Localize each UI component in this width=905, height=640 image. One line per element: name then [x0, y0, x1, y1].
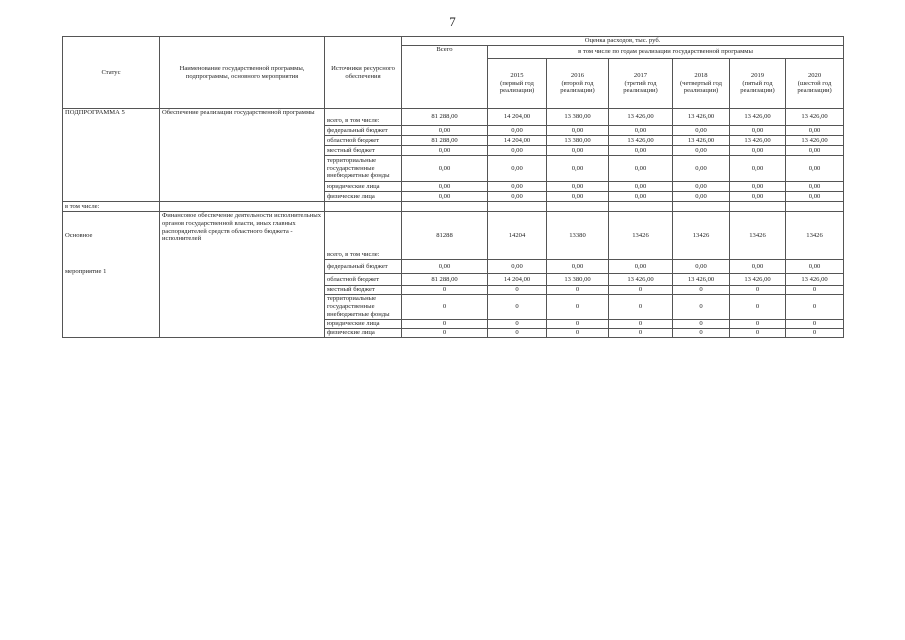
value-cell: 13 426,00: [609, 136, 673, 146]
value-cell: 0,00: [730, 156, 786, 182]
value-cell: 0: [730, 329, 786, 338]
value-cell: 14 204,00: [488, 109, 547, 126]
value-cell: 0: [609, 329, 673, 338]
value-cell: 13 426,00: [786, 274, 844, 286]
source-label: областной бюджет: [325, 274, 402, 286]
value-cell: 14 204,00: [488, 136, 547, 146]
value-cell: 0: [488, 286, 547, 295]
value-cell: 0: [402, 295, 488, 320]
value-cell: 0,00: [402, 192, 488, 202]
value-cell: 0,00: [609, 260, 673, 274]
source-label: территориальные государственные внебюджетные фонды: [325, 295, 402, 320]
value-cell: 0,00: [730, 146, 786, 156]
value-cell: 13426: [673, 212, 730, 260]
value-cell: 13 426,00: [786, 109, 844, 126]
source-label: физические лица: [325, 192, 402, 202]
value-cell: 13 380,00: [547, 274, 609, 286]
value-cell: 0,00: [547, 260, 609, 274]
value-cell: 13 426,00: [609, 109, 673, 126]
header-sources: Источники ресурсного обеспечения: [325, 37, 402, 109]
value-cell: 0,00: [673, 146, 730, 156]
header-year-2015: 2015 (первый год реализации): [488, 59, 547, 109]
value-cell: 0,00: [786, 146, 844, 156]
source-label: всего, в том числе:: [325, 212, 402, 260]
page-number: 7: [449, 14, 456, 29]
header-year-2018: 2018 (четвертый год реализации): [673, 59, 730, 109]
value-cell: 0,00: [786, 156, 844, 182]
value-cell: 81288: [402, 212, 488, 260]
header-name: Наименование государственной программы, подпрограммы, основного мероприятия: [160, 37, 325, 109]
value-cell: 0,00: [547, 146, 609, 156]
value-cell: 0: [786, 295, 844, 320]
value-cell: 0,00: [730, 126, 786, 136]
value-cell: 13426: [730, 212, 786, 260]
source-label: местный бюджет: [325, 286, 402, 295]
value-cell: 0: [547, 329, 609, 338]
block1-name: Обеспечение реализации государственной программы: [160, 109, 325, 202]
block2-name: Финансовое обеспечение деятельности исполнительных органов государственной власти, иных главных распорядителей средств областного бюджета - исполнителей: [160, 212, 325, 338]
value-cell: 0: [488, 320, 547, 329]
value-cell: 0: [402, 329, 488, 338]
value-cell: 0,00: [488, 126, 547, 136]
value-cell: 0,00: [786, 126, 844, 136]
value-cell: 13 380,00: [547, 136, 609, 146]
value-cell: 0,00: [786, 182, 844, 192]
value-cell: 0: [547, 320, 609, 329]
value-cell: 0,00: [609, 126, 673, 136]
value-cell: 0,00: [609, 192, 673, 202]
value-cell: 0,00: [547, 126, 609, 136]
value-cell: 13 426,00: [730, 136, 786, 146]
value-cell: 0,00: [402, 260, 488, 274]
value-cell: 0: [786, 329, 844, 338]
value-cell: 0: [673, 320, 730, 329]
value-cell: 0,00: [609, 156, 673, 182]
value-cell: 13 426,00: [730, 109, 786, 126]
value-cell: 0,00: [547, 192, 609, 202]
table-row: [63, 212, 844, 260]
value-cell: 0: [609, 320, 673, 329]
value-cell: 0: [609, 295, 673, 320]
value-cell: 0: [609, 286, 673, 295]
value-cell: 0: [673, 286, 730, 295]
value-cell: 0: [730, 286, 786, 295]
value-cell: 0,00: [673, 126, 730, 136]
budget-table: [62, 36, 844, 338]
value-cell: 0,00: [547, 182, 609, 192]
block1-status: ПОДПРОГРАММА 5: [63, 109, 160, 202]
value-cell: 81 288,00: [402, 109, 488, 126]
value-cell: 14204: [488, 212, 547, 260]
header-estimate: Оценка расходов, тыс. руб.: [402, 37, 844, 46]
value-cell: 0,00: [786, 260, 844, 274]
value-cell: 13 426,00: [673, 136, 730, 146]
value-cell: 81 288,00: [402, 136, 488, 146]
value-cell: 0,00: [673, 260, 730, 274]
header-year-2016: 2016 (второй год реализации): [547, 59, 609, 109]
header-year-2019: 2019 (пятый год реализации): [730, 59, 786, 109]
value-cell: 0,00: [673, 156, 730, 182]
value-cell: 0: [547, 295, 609, 320]
source-label: местный бюджет: [325, 146, 402, 156]
header-by-years: в том числе по годам реализации государственной программы: [488, 46, 844, 59]
value-cell: 13 426,00: [673, 109, 730, 126]
value-cell: 0: [402, 320, 488, 329]
value-cell: 0: [488, 295, 547, 320]
value-cell: 13426: [786, 212, 844, 260]
source-label: физические лица: [325, 329, 402, 338]
value-cell: 0,00: [488, 156, 547, 182]
header-total: Всего: [402, 46, 488, 109]
value-cell: 0: [673, 295, 730, 320]
source-label: юридические лица: [325, 182, 402, 192]
value-cell: 13 426,00: [786, 136, 844, 146]
header-year-2020: 2020 (шестой год реализации): [786, 59, 844, 109]
value-cell: 0,00: [730, 260, 786, 274]
value-cell: 0,00: [488, 192, 547, 202]
value-cell: 0: [786, 286, 844, 295]
table-row: [63, 109, 844, 126]
source-label: областной бюджет: [325, 136, 402, 146]
value-cell: 81 288,00: [402, 274, 488, 286]
value-cell: 0,00: [609, 146, 673, 156]
table-row: [63, 202, 844, 212]
value-cell: 13 426,00: [673, 274, 730, 286]
value-cell: 13380: [547, 212, 609, 260]
source-label: территориальные государственные внебюджетные фонды: [325, 156, 402, 182]
value-cell: 0: [673, 329, 730, 338]
value-cell: 0,00: [673, 192, 730, 202]
source-label: федеральный бюджет: [325, 126, 402, 136]
value-cell: 0,00: [402, 126, 488, 136]
value-cell: 0,00: [488, 182, 547, 192]
value-cell: 0,00: [730, 182, 786, 192]
value-cell: 0,00: [609, 182, 673, 192]
value-cell: 0: [488, 329, 547, 338]
value-cell: 14 204,00: [488, 274, 547, 286]
value-cell: 13 380,00: [547, 109, 609, 126]
source-label: федеральный бюджет: [325, 260, 402, 274]
value-cell: 0: [402, 286, 488, 295]
value-cell: 0,00: [730, 192, 786, 202]
header-status: Статус: [63, 37, 160, 109]
value-cell: 13426: [609, 212, 673, 260]
value-cell: 13 426,00: [609, 274, 673, 286]
value-cell: 0,00: [786, 192, 844, 202]
value-cell: 0,00: [488, 146, 547, 156]
value-cell: 0: [730, 320, 786, 329]
value-cell: 0,00: [673, 182, 730, 192]
value-cell: 0: [786, 320, 844, 329]
value-cell: 0,00: [402, 146, 488, 156]
block2-status: Основное мероприятие 1: [63, 212, 160, 338]
value-cell: 0,00: [402, 182, 488, 192]
source-label: всего, в том числе:: [325, 109, 402, 126]
source-label: юридические лица: [325, 320, 402, 329]
value-cell: 0: [547, 286, 609, 295]
value-cell: 0,00: [547, 156, 609, 182]
value-cell: 13 426,00: [730, 274, 786, 286]
including-label: в том числе:: [63, 202, 160, 212]
value-cell: 0: [730, 295, 786, 320]
header-year-2017: 2017 (третий год реализации): [609, 59, 673, 109]
value-cell: 0,00: [402, 156, 488, 182]
value-cell: 0,00: [488, 260, 547, 274]
